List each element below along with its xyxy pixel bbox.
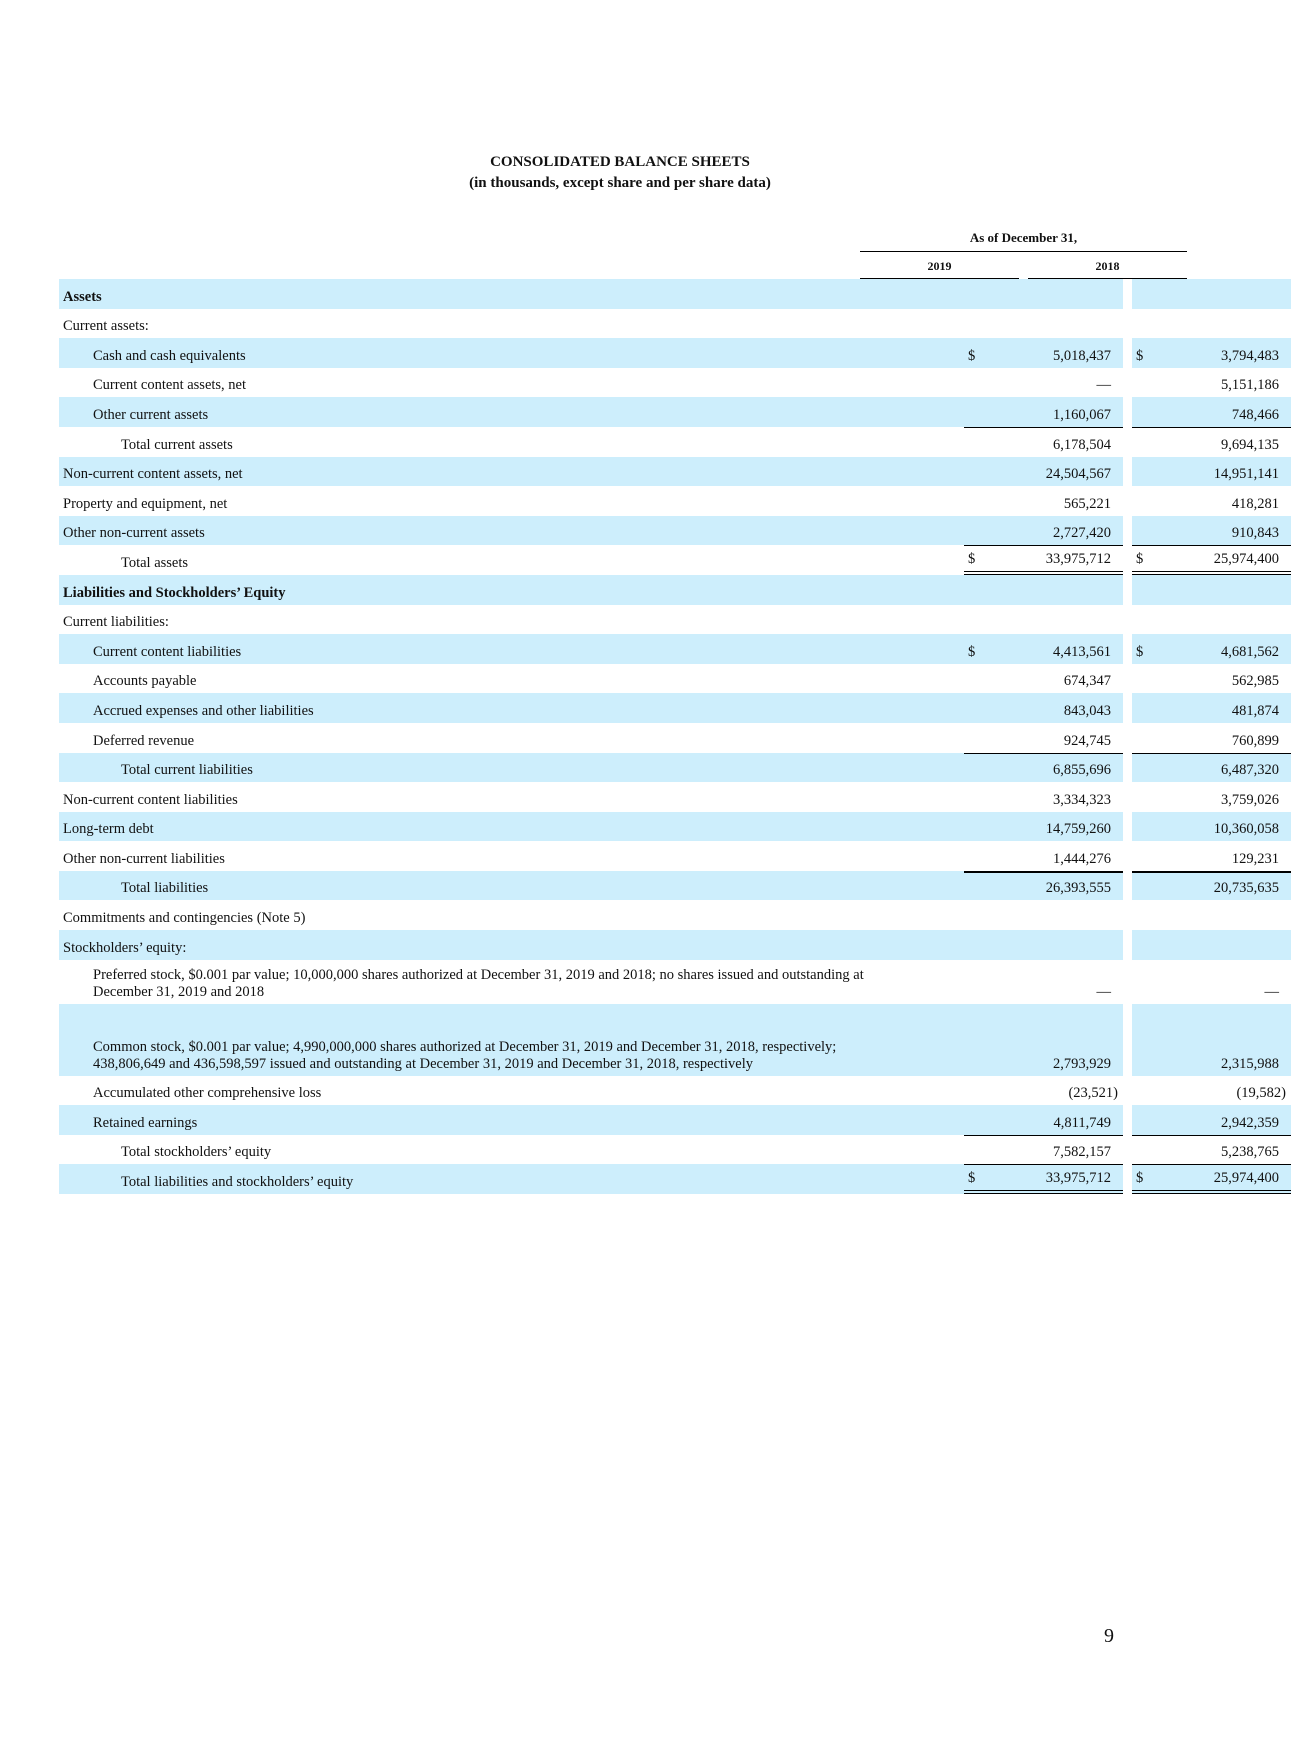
column-group-header: As of December 31, [969,230,1078,245]
currency-symbol: $ [968,347,976,364]
column-gap [1123,368,1132,398]
value-cell-2019 [964,664,1123,694]
value-cell-2018 [1132,723,1291,753]
value-cell-2018 [1132,575,1291,605]
title: CONSOLIDATED BALANCE SHEETS [490,154,750,170]
table-row [59,753,1291,783]
currency-symbol: $ [968,550,976,567]
column-gap [1123,457,1132,487]
value-cell-2018 [1132,516,1291,546]
value-cell-2018 [1132,368,1291,398]
statement-title [0,152,1240,194]
column-gap [1123,871,1132,901]
amount: 4,681,562 [1221,643,1279,660]
amount: (23,521) [1068,1085,1118,1102]
value-cell-2018 [1132,309,1291,339]
column-gap [1123,634,1132,664]
value-cell-2018 [1132,338,1291,368]
balance-sheet-table [59,279,1291,1194]
column-gap [1123,841,1132,871]
row-label: Accrued expenses and other liabilities [59,693,964,723]
row-label: Total assets [121,554,189,571]
amount: 1,444,276 [1053,850,1111,867]
amount: 910,843 [1231,525,1279,542]
column-gap [1123,812,1132,842]
amount: 565,221 [1063,495,1111,512]
row-label: Non-current content assets, net [59,457,964,487]
column-gap [1123,397,1132,427]
table-row [59,1135,1291,1165]
table-row [59,1105,1291,1135]
column-gap [1123,486,1132,516]
row-label: Accumulated other comprehensive loss [93,1085,322,1102]
amount: 24,504,567 [1045,466,1111,483]
column-gap [1123,575,1132,605]
value-cell-2019 [964,753,1123,783]
column-gap [1123,930,1132,960]
amount: 2,942,359 [1221,1114,1279,1131]
column-gap [1123,605,1132,635]
value-cell-2019 [964,575,1123,605]
value-cell-2019 [964,368,1123,398]
value-cell-2018 [1132,782,1291,812]
row-label: Stockholders’ equity: [59,930,964,960]
column-gap [1123,664,1132,694]
table-row [59,782,1291,812]
currency-symbol: $ [1136,1170,1144,1187]
value-cell-2018 [1132,841,1291,871]
column-gap [1123,1004,1132,1076]
amount: 562,985 [1231,673,1279,690]
amount: 2,315,988 [1221,1055,1279,1072]
table-row [59,1004,1291,1076]
amount: 3,794,483 [1221,347,1279,364]
value-cell-2018 [1132,1105,1291,1135]
currency-symbol: $ [968,643,976,660]
value-cell-2018 [1132,1135,1291,1165]
amount: 2,793,929 [1053,1055,1111,1072]
amount: 26,393,555 [1045,880,1111,897]
value-cell-2019 [964,723,1123,753]
amount: 5,151,186 [1221,377,1279,394]
value-cell-2018 [1132,1076,1291,1106]
table-row [59,397,1291,427]
value-cell-2018 [1132,930,1291,960]
table-row [59,1076,1291,1106]
value-cell-2019 [964,930,1123,960]
row-label: Current content liabilities [59,634,964,664]
amount: 2,727,420 [1053,525,1111,542]
row-label: Total liabilities [59,871,964,901]
column-gap [1123,900,1132,930]
value-cell-2018 [1132,960,1291,1004]
value-cell-2019 [964,693,1123,723]
value-cell-2019 [964,960,1123,1004]
amount: 20,735,635 [1213,880,1279,897]
header-rule [860,251,1187,252]
column-header-2018: 2018 [1095,259,1120,273]
value-cell-2018 [1132,1164,1291,1194]
value-cell-2019 [964,841,1123,871]
table-row [59,279,1291,309]
row-label: Property and equipment, net [63,495,228,512]
row-label: Total stockholders’ equity [121,1144,272,1161]
table-row [59,723,1291,753]
value-cell-2018 [1132,486,1291,516]
amount: 6,855,696 [1053,762,1111,779]
value-cell-2018 [1132,457,1291,487]
table-row [59,309,1291,339]
table-row [59,427,1291,457]
currency-symbol: $ [1136,550,1144,567]
row-label: Commitments and contingencies (Note 5) [63,910,306,927]
row-label: Deferred revenue [93,732,195,749]
amount: 14,759,260 [1045,821,1111,838]
table-row [59,457,1291,487]
row-label: Other non-current liabilities [63,850,225,867]
value-cell-2018 [1132,279,1291,309]
amount: 9,694,135 [1221,436,1279,453]
column-gap [1123,782,1132,812]
table-row [59,516,1291,546]
row-label: Current liabilities: [63,614,169,631]
amount: 3,759,026 [1221,791,1279,808]
amount: (19,582) [1236,1085,1286,1102]
value-cell-2019 [964,486,1123,516]
amount: 4,811,749 [1053,1114,1111,1131]
value-cell-2019 [964,397,1123,427]
table-row [59,1164,1291,1194]
value-cell-2018 [1132,427,1291,457]
value-cell-2019 [964,1076,1123,1106]
amount: — [1096,377,1111,394]
column-header-2019: 2019 [927,259,952,273]
row-label: Long-term debt [59,812,964,842]
amount: 1,160,067 [1053,406,1111,423]
row-label: Other current assets [59,397,964,427]
column-gap [1123,279,1132,309]
amount: 25,974,400 [1213,1170,1279,1187]
amount: 418,281 [1231,495,1279,512]
table-row [59,900,1291,930]
value-cell-2019 [964,427,1123,457]
amount: 6,178,504 [1053,436,1111,453]
value-cell-2018 [1132,397,1291,427]
amount: 10,360,058 [1213,821,1279,838]
value-cell-2019 [964,1004,1123,1076]
subtitle: (in thousands, except share and per share data) [469,175,771,191]
row-label: Total liabilities and stockholders’ equity [59,1164,964,1194]
value-cell-2018 [1132,634,1291,664]
column-gap [1123,427,1132,457]
value-cell-2019 [964,900,1123,930]
column-gap [1123,338,1132,368]
value-cell-2018 [1132,1004,1291,1076]
column-gap [1123,309,1132,339]
row-label: Accounts payable [93,673,197,690]
value-cell-2018 [1132,871,1291,901]
value-cell-2019 [964,634,1123,664]
table-row [59,841,1291,871]
column-gap [1123,1076,1132,1106]
amount: — [1096,983,1111,1000]
row-label: Current assets: [63,318,149,335]
value-cell-2019 [964,545,1123,575]
row-label: Preferred stock, $0.001 par value; 10,000,000 shares authorized at December 31, 2019 and 2018; no shares issued and outstanding at December 31, 2019 and 2018 [93,966,864,1000]
column-gap [1123,1135,1132,1165]
value-cell-2018 [1132,900,1291,930]
value-cell-2019 [964,457,1123,487]
amount: 33,975,712 [1045,550,1111,567]
value-cell-2018 [1132,693,1291,723]
table-row [59,486,1291,516]
value-cell-2019 [964,605,1123,635]
amount: 5,238,765 [1221,1144,1279,1161]
value-cell-2018 [1132,605,1291,635]
table-row [59,871,1291,901]
amount: 748,466 [1231,406,1279,423]
column-gap [1123,1105,1132,1135]
column-gap [1123,960,1132,1004]
row-label: Retained earnings [59,1105,964,1135]
table-row [59,338,1291,368]
row-label: Common stock, $0.001 par value; 4,990,000,000 shares authorized at December 31, 2019 and December 31, 2018, respectively; 438,806,649 and 436,598,597 issued and outstanding at December 31, 2019 and December 31, 2018, respectively [59,1004,964,1076]
amount: 924,745 [1063,732,1111,749]
value-cell-2018 [1132,812,1291,842]
value-cell-2019 [964,871,1123,901]
currency-symbol: $ [1136,347,1144,364]
value-cell-2019 [964,516,1123,546]
value-cell-2019 [964,279,1123,309]
value-cell-2019 [964,1135,1123,1165]
row-label: Current content assets, net [93,377,247,394]
table-row [59,575,1291,605]
column-gap [1123,516,1132,546]
amount: 25,974,400 [1213,550,1279,567]
amount: 33,975,712 [1045,1170,1111,1187]
table-row [59,812,1291,842]
page-number: 9 [1104,1625,1114,1647]
table-row [59,368,1291,398]
amount: 14,951,141 [1213,466,1279,483]
column-gap [1123,723,1132,753]
column-gap [1123,545,1132,575]
row-label: Liabilities and Stockholders’ Equity [59,575,964,605]
row-label: Other non-current assets [59,516,964,546]
amount: 843,043 [1063,702,1111,719]
value-cell-2019 [964,812,1123,842]
row-label: Total current liabilities [59,753,964,783]
value-cell-2019 [964,309,1123,339]
amount: 674,347 [1063,673,1111,690]
value-cell-2018 [1132,753,1291,783]
column-gap [1123,1164,1132,1194]
amount: 6,487,320 [1221,762,1279,779]
column-gap [1123,753,1132,783]
row-label: Cash and cash equivalents [59,338,964,368]
row-label: Non-current content liabilities [63,791,238,808]
table-row [59,634,1291,664]
value-cell-2019 [964,338,1123,368]
value-cell-2018 [1132,664,1291,694]
table-row [59,545,1291,575]
currency-symbol: $ [968,1170,976,1187]
table-row [59,605,1291,635]
table-row [59,930,1291,960]
amount: 3,334,323 [1053,791,1111,808]
row-label: Assets [59,279,964,309]
table-row [59,693,1291,723]
amount: 5,018,437 [1053,347,1111,364]
value-cell-2019 [964,1105,1123,1135]
value-cell-2018 [1132,545,1291,575]
column-gap [1123,693,1132,723]
value-cell-2019 [964,1164,1123,1194]
value-cell-2019 [964,782,1123,812]
amount: 481,874 [1231,702,1279,719]
amount: — [1264,983,1279,1000]
currency-symbol: $ [1136,643,1144,660]
table-row [59,664,1291,694]
row-label: Total current assets [121,436,233,453]
amount: 760,899 [1231,732,1279,749]
amount: 7,582,157 [1053,1144,1111,1161]
amount: 4,413,561 [1053,643,1111,660]
table-row [59,960,1291,1004]
amount: 129,231 [1231,850,1279,867]
